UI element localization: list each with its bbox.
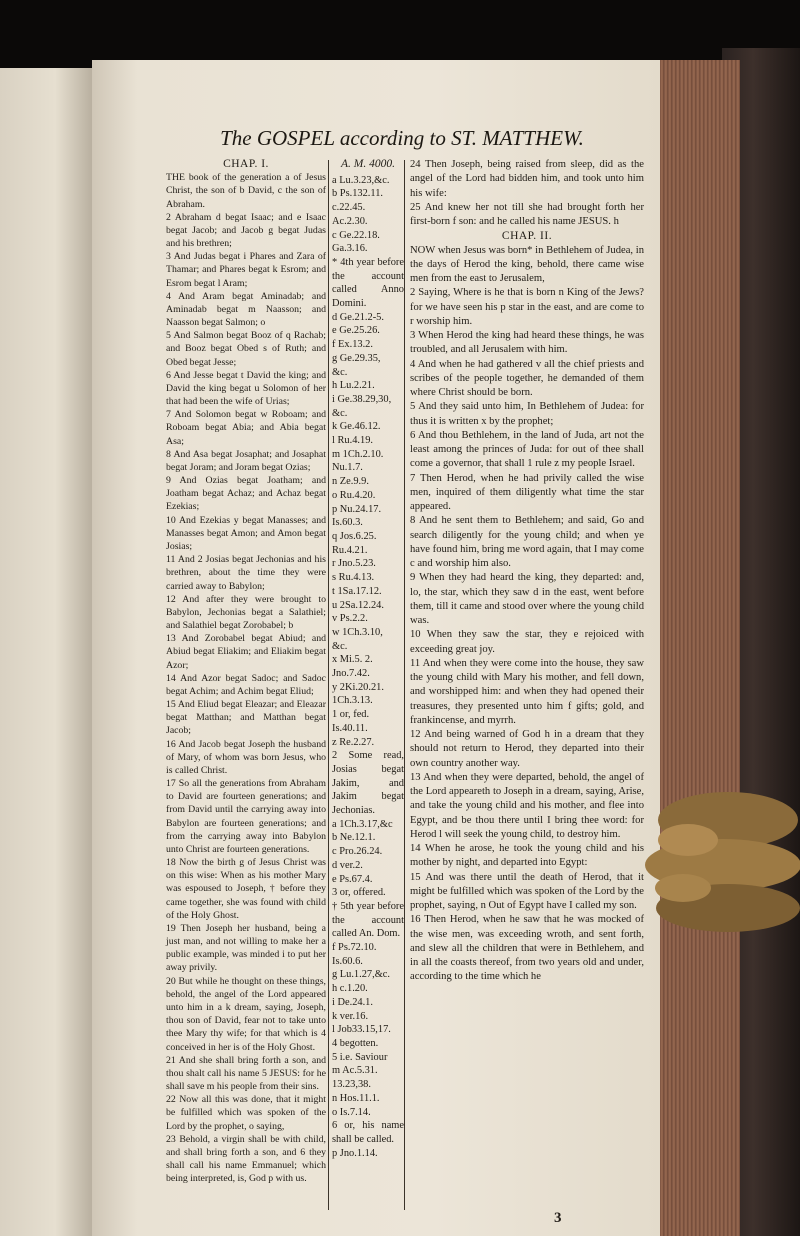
verse-list bbox=[410, 158, 644, 229]
cross-reference: m 1Ch.2.10. bbox=[332, 448, 384, 460]
facing-page bbox=[0, 68, 92, 1236]
verse: 13 And when they were departed, behold, the angel of the Lord appeareth to Joseph in a dream, saying, Arise, and take the young child and his mother, and flee into Egypt, and be thou there until I bring thee word: for Herod l will seek the young child, to destroy him. bbox=[410, 771, 644, 840]
cross-reference: d Ge.21.2-5. bbox=[332, 311, 384, 323]
verse: 14 And Azor begat Sadoc; and Sadoc begat Achim; and Achim begat Eliud; bbox=[166, 672, 326, 697]
cross-reference: l Job33.15,17. bbox=[332, 1024, 391, 1036]
verse: 8 And Asa begat Josaphat; and Josaphat begat Joram; and Joram begat Ozias; bbox=[166, 448, 326, 473]
verse: 19 Then Joseph her husband, being a just man, and not willing to make her a public example, was minded i to put her away privily. bbox=[166, 922, 326, 974]
verse: 4 And when he had gathered v all the chief priests and scribes of the people together, he demanded of them where Christ should be born. bbox=[410, 358, 644, 398]
verse: 7 And Solomon begat w Roboam; and Roboam begat Abia; and Abia begat Asa; bbox=[166, 409, 326, 447]
cross-reference: h c.1.20. bbox=[332, 983, 368, 995]
page-edges bbox=[660, 60, 740, 1236]
verse: 7 Then Herod, when he had privily called the wise men, inquired of them diligently what time the star appeared. bbox=[410, 472, 644, 512]
cross-reference: a 1Ch.3.17,&c bbox=[332, 818, 393, 830]
verse: 2 Saying, Where is he that is born n King of the Jews? for we have seen his p star in the east, and are come to r worship him. bbox=[410, 287, 644, 327]
verse: 22 Now all this was done, that it might be fulfilled which was spoken of the Lord by the prophet, o saying, bbox=[166, 1094, 326, 1132]
cross-reference: Ga.3.16. bbox=[332, 243, 368, 255]
cross-reference: p Nu.24.17. bbox=[332, 503, 382, 515]
cross-reference: &c. bbox=[332, 407, 348, 419]
verse: 5 And they said unto him, In Bethlehem of Judea: for thus it is written x by the prophet; bbox=[410, 401, 644, 427]
cross-reference: b Ps.132.11. bbox=[332, 188, 383, 200]
anno-mundi-heading: A. M. 4000. bbox=[341, 158, 395, 170]
cross-reference: 1Ch.3.13. bbox=[332, 695, 373, 707]
verse: 16 And Jacob begat Joseph the husband of Mary, of whom was born Jesus, who is called Christ. bbox=[166, 738, 326, 776]
cross-reference: u 2Sa.12.24. bbox=[332, 599, 384, 611]
cross-reference: 5 i.e. Saviour bbox=[332, 1051, 388, 1063]
cross-reference: 6 or, his name shall be called. bbox=[332, 1120, 404, 1145]
cross-reference: b Ne.12.1. bbox=[332, 832, 376, 844]
column-rule-left bbox=[328, 160, 329, 1210]
cross-reference: Is.40.11. bbox=[332, 722, 368, 734]
cross-reference: f Ps.72.10. bbox=[332, 942, 377, 954]
cross-reference: i De.24.1. bbox=[332, 996, 373, 1008]
verse: 3 And Judas begat i Phares and Zara of Thamar; and Phares begat k Esrom; and Esrom begat l Aram; bbox=[166, 251, 326, 289]
cross-reference: Ac.2.30. bbox=[332, 215, 368, 227]
cross-reference: c Ge.22.18. bbox=[332, 229, 380, 241]
cross-reference: m Ac.5.31. bbox=[332, 1065, 378, 1077]
cross-reference: a Lu.3.23,&c. bbox=[332, 174, 390, 186]
cross-reference: k ver.16. bbox=[332, 1010, 369, 1022]
verse: 25 And knew her not till she had brought forth her first-born f son: and he called his name JESUS. h bbox=[410, 201, 644, 227]
verse: 23 Behold, a virgin shall be with child, and shall bring forth a son, and 6 they shall call his name Emmanuel; which being interpreted, is, God p with us. bbox=[166, 1133, 326, 1185]
verse-list bbox=[410, 244, 644, 985]
cross-reference: o Is.7.14. bbox=[332, 1106, 371, 1118]
cross-reference: r Jno.5.23. bbox=[332, 558, 376, 570]
cross-reference: i Ge.38.29,30, bbox=[332, 393, 392, 405]
verse: 11 And 2 Josias begat Jechonias and his brethren, about the time they were carried away to Babylon; bbox=[166, 554, 326, 592]
verse: 10 And Ezekias y begat Manasses; and Manasses begat Amon; and Amon begat Josias; bbox=[166, 514, 326, 552]
cross-reference: k Ge.46.12. bbox=[332, 421, 381, 433]
holding-hand bbox=[628, 780, 800, 950]
cross-reference: y 2Ki.20.21. bbox=[332, 681, 384, 693]
cross-reference: Is.60.3. bbox=[332, 517, 363, 529]
cross-reference: w 1Ch.3.10, bbox=[332, 626, 383, 638]
verse: 13 And Zorobabel begat Abiud; and Abiud begat Eliakim; and Eliakim begat Azor; bbox=[166, 633, 326, 671]
cross-reference: l Ru.4.19. bbox=[332, 435, 373, 447]
cross-reference: g Lu.1.27,&c. bbox=[332, 969, 391, 981]
cross-reference: h Lu.2.21. bbox=[332, 380, 375, 392]
cross-reference: t 1Sa.17.12. bbox=[332, 585, 382, 597]
verse: 9 And Ozias begat Joatham; and Joatham begat Achaz; and Achaz begat Ezekias; bbox=[166, 475, 326, 513]
verse: 15 And was there until the death of Herod, that it might be fulfilled which was spoken of the Lord by the prophet, saying, n Out of Egypt have I called my son. bbox=[410, 871, 644, 911]
chapter-heading: CHAP. I. bbox=[223, 158, 269, 170]
cross-reference: n Ze.9.9. bbox=[332, 476, 369, 488]
verse: 14 When he arose, he took the young child and his mother by night, and departed into Egypt: bbox=[410, 843, 644, 869]
verse: 6 And Jesse begat t David the king; and David the king begat u Solomon of her that had been the wife of Urias; bbox=[166, 369, 326, 408]
cross-reference: 13.23,38. bbox=[332, 1079, 371, 1091]
verse: 2 Abraham d begat Isaac; and e Isaac begat Jacob; and Jacob g begat Judas and his brethren; bbox=[166, 211, 326, 250]
cross-reference: n Hos.11.1. bbox=[332, 1092, 380, 1104]
cross-reference: 3 or, offered. bbox=[332, 887, 386, 899]
cross-reference: Ru.4.21. bbox=[332, 544, 368, 556]
left-text-column bbox=[166, 158, 326, 1185]
verse: 8 And he sent them to Bethlehem; and said, Go and search diligently for the young child; and when ye have found him, bring me word again, that I may come c and worship him also. bbox=[410, 515, 644, 569]
cross-reference: z Re.2.27. bbox=[332, 736, 375, 748]
verse: 24 Then Joseph, being raised from sleep, did as the angel of the Lord had bidden him, and took unto him his wife: bbox=[410, 159, 644, 199]
verse-list bbox=[166, 171, 326, 1185]
verse: 11 And when they were come into the house, they saw the young child with Mary his mother, and fell down, and worshipped him: and when they had opened their treasures, they presented unto him f gifts; gold, and frankincense, and myrrh. bbox=[410, 657, 644, 726]
verse: THE book of the generation a of Jesus Christ, the son of b David, c the son of Abraham. bbox=[166, 172, 326, 210]
cross-reference: * 4th year before the account called Anno Domini. bbox=[332, 256, 404, 310]
verse: 12 And being warned of God h in a dream that they should not return to Herod, they departed into their own country another way. bbox=[410, 729, 644, 769]
verse: 17 So all the generations from Abraham to David are fourteen generations; and from David until the carrying away into Babylon are fourteen generations; and from the carrying away into Babylon unto Christ are fourteen generations. bbox=[166, 778, 326, 855]
cross-reference: 1 or, fed. bbox=[332, 709, 370, 721]
cross-reference: o Ru.4.20. bbox=[332, 489, 376, 501]
cross-reference: s Ru.4.13. bbox=[332, 572, 375, 584]
verse: 4 And Aram begat Aminadab; and Aminadab begat m Naasson; and Naasson begat Salmon; o bbox=[166, 290, 326, 329]
page-number: 3 bbox=[554, 1210, 562, 1226]
cross-reference: Jno.7.42. bbox=[332, 668, 370, 680]
cross-reference: 4 begotten. bbox=[332, 1038, 379, 1049]
cross-reference: Is.60.6. bbox=[332, 955, 363, 967]
cross-reference: &c. bbox=[332, 640, 348, 652]
verse: 16 Then Herod, when he saw that he was mocked of the wise men, was exceeding wroth, and sent forth, and slew all the children that were in Bethlehem, and in all the coasts thereof, from two years old and under, according to the time which he bbox=[410, 914, 644, 983]
verse: NOW when Jesus was born* in Bethlehem of Judea, in the days of Herod the king, behold, there came wise men from the east to Jerusalem, bbox=[410, 244, 644, 284]
margin-references bbox=[332, 158, 404, 1160]
cross-reference: p Jno.1.14. bbox=[332, 1147, 378, 1159]
column-rule-right bbox=[404, 160, 405, 1210]
cross-reference: f Ex.13.2. bbox=[332, 339, 373, 351]
cross-reference: g Ge.29.35, bbox=[332, 352, 381, 364]
verse: 21 And she shall bring forth a son, and thou shalt call his name 5 JESUS: for he shall save m his people from their sins. bbox=[166, 1054, 326, 1093]
running-title: The GOSPEL according to ST. MATTHEW. bbox=[220, 126, 584, 150]
cross-reference: Nu.1.7. bbox=[332, 462, 363, 474]
verse: 9 When they had heard the king, they departed: and, lo, the star, which they saw d in the east, went before them, till it came and stood over where the young child was. bbox=[410, 572, 644, 626]
right-text-column bbox=[410, 158, 644, 985]
chapter-heading: CHAP. II. bbox=[501, 230, 553, 243]
cross-reference: 2 Some read, Josias begat Jakim, and Jakim begat Jechonias. bbox=[332, 750, 404, 817]
cross-reference: v Ps.2.2. bbox=[332, 613, 368, 625]
verse: 12 And after they were brought to Babylon, Jechonias begat a Salathiel; and Salathiel begat Zorobabel; b bbox=[166, 593, 326, 632]
cross-reference: e Ps.67.4. bbox=[332, 873, 373, 885]
cross-reference: † 5th year before the account called An. Dom. bbox=[332, 900, 404, 940]
verse: 20 But while he thought on these things, behold, the angel of the Lord appeared unto him in a k dream, saying, Joseph, thou son of David, fear not to take unto thee Mary thy wife; for that which is 4 conceived in her is of the Holy Ghost. bbox=[166, 975, 326, 1053]
cross-reference: e Ge.25.26. bbox=[332, 325, 380, 337]
verse: 6 And thou Bethlehem, in the land of Juda, art not the least among the princes of Juda: for out of thee shall come a governor, that shall 1 rule z my people Israel. bbox=[410, 429, 644, 470]
verse: 15 And Eliud begat Eleazar; and Eleazar begat Matthan; and Matthan begat Jacob; bbox=[166, 699, 326, 737]
verse: 18 Now the birth g of Jesus Christ was on this wise: When as his mother Mary was espoused to Joseph, † before they came together, she was found with child of the Holy Ghost. bbox=[166, 857, 326, 921]
cross-reference: &c. bbox=[332, 366, 348, 378]
bible-page bbox=[92, 60, 660, 1236]
cross-reference: c.22.45. bbox=[332, 202, 366, 214]
verse: 10 When they saw the star, they e rejoiced with exceeding great joy. bbox=[410, 629, 644, 655]
reference-list bbox=[332, 174, 404, 1161]
cross-reference: x Mi.5. 2. bbox=[332, 654, 373, 666]
cross-reference: d ver.2. bbox=[332, 859, 363, 871]
cross-reference: q Jos.6.25. bbox=[332, 530, 377, 542]
verse: 3 When Herod the king had heard these things, he was troubled, and all Jerusalem with him. bbox=[410, 330, 644, 356]
verse: 5 And Salmon begat Booz of q Rachab; and Booz begat Obed s of Ruth; and Obed begat Jesse; bbox=[166, 330, 326, 368]
cross-reference: c Pro.26.24. bbox=[332, 846, 383, 858]
